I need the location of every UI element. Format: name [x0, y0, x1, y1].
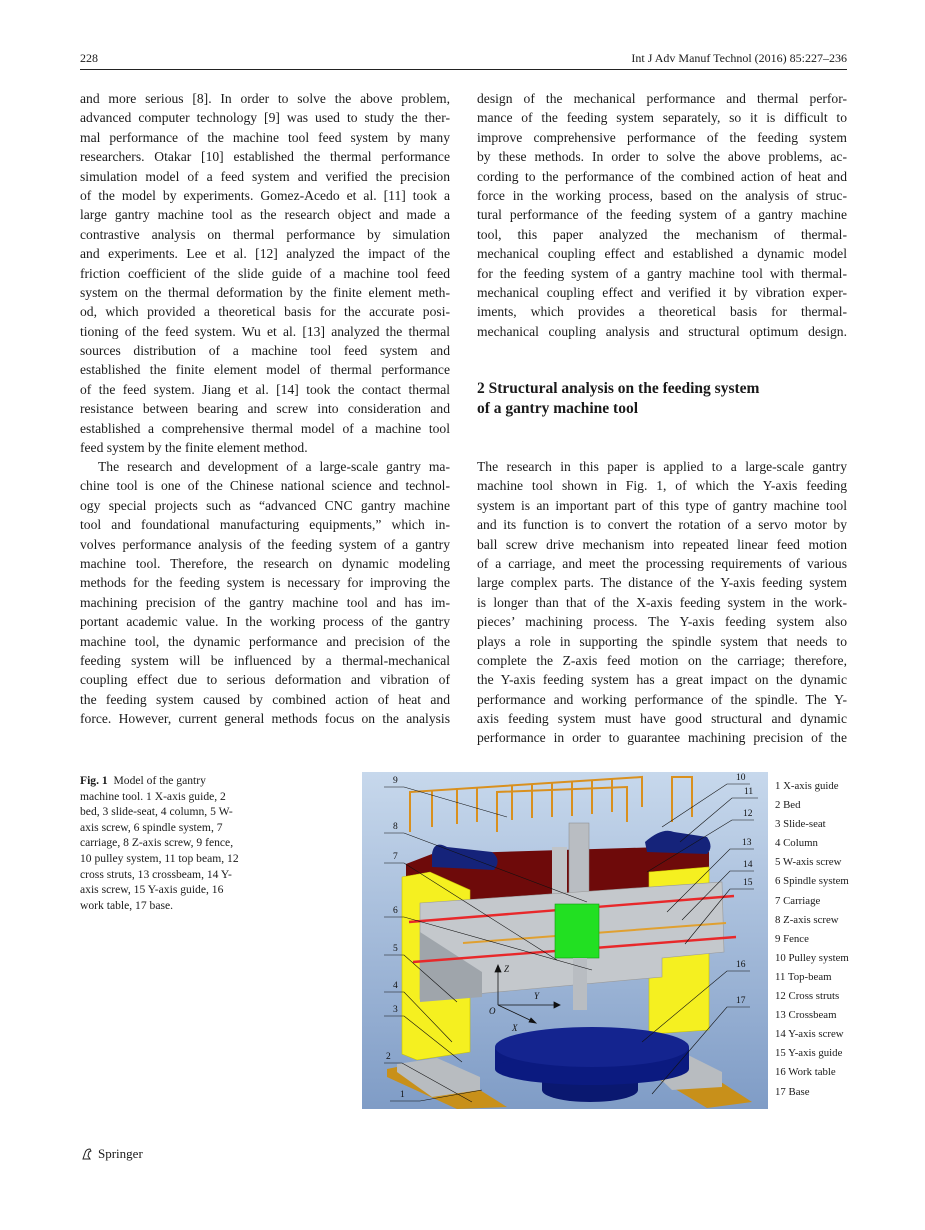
text-line: researchers. Otakar [10] established the thermal performance — [80, 149, 450, 165]
legend-item: 14 Y-axis screw — [775, 1028, 844, 1041]
text-line: improve comprehensive performance of the feeding system — [477, 129, 847, 145]
legend-item: 3 Slide-seat — [775, 818, 826, 831]
text-line: sources distribution of a machine tool feed system and — [80, 343, 450, 359]
text-line: friction coefficient of the slide guide of a machine tool feed — [80, 265, 450, 281]
work-table — [495, 1027, 689, 1067]
text-line: established a comprehensive thermal model of a machine tool — [80, 420, 450, 436]
text-line: force in the working process, based on the analysis of struc- — [477, 187, 847, 203]
text-line: chine tool is one of the Chinese national science and technol- — [80, 478, 450, 494]
text-line: iments, which provides a theoretical basis for thermal- — [477, 304, 847, 320]
text-line: advanced computer technology [9] was used to study the ther- — [80, 110, 450, 126]
text-line: plays a role in supporting the spindle system that needs to — [477, 633, 847, 649]
text-line: system is an important part of this type of gantry machine tool — [477, 497, 847, 513]
page-number: 228 — [80, 51, 98, 65]
right-column-paragraph-1 — [477, 89, 847, 341]
text-line: tioning of the feed system. Wu et al. [13] analyzed the thermal — [80, 323, 450, 339]
caption-line: axis screw, 15 Y-axis guide, 16 — [80, 883, 224, 897]
caption-line: carriage, 8 Z-axis screw, 9 fence, — [80, 836, 234, 850]
text-line: by these methods. In order to solve the above problems, ac- — [477, 149, 847, 165]
text-line: methods for the feeding system is necessary for improving the — [80, 575, 450, 591]
text-line: portant academic value. In the working process of the gantry — [80, 614, 450, 630]
callout-number: 11 — [744, 787, 754, 797]
text-line: of the model by experiments. Gomez-Acedo et al. [11] took a — [80, 187, 450, 203]
callout-number: 7 — [393, 852, 398, 862]
right-column-paragraph-2 — [477, 457, 847, 748]
section-heading — [477, 379, 759, 419]
text-line: feeding system will be influenced by a thermal-mechanical — [80, 652, 450, 668]
legend-item: 8 Z-axis screw — [775, 913, 839, 926]
legend-item: 9 Fence — [775, 932, 809, 945]
text-line: large gantry machine tool as the research object and made a — [80, 207, 450, 223]
springer-horse-logo-icon — [80, 1147, 94, 1161]
text-line: large complex parts. The distance of the Y-axis feeding system — [477, 575, 847, 591]
carriage — [555, 904, 599, 958]
callout-number: 5 — [393, 944, 398, 954]
text-line: and its function is to convert the rotation of a servo motor by — [477, 517, 847, 533]
text-line: force. However, current general methods focus on the analysis — [80, 711, 450, 727]
caption-line: cross struts, 13 crossbeam, 14 Y- — [80, 867, 232, 881]
callout-number: 10 — [736, 773, 746, 783]
text-line: machine tool. Therefore, the research on dynamic modeling — [80, 555, 450, 571]
figure-caption — [80, 773, 270, 913]
text-line: the Y-axis feeding system has a great impact on the dynamic — [477, 672, 847, 688]
text-line: tool and foundational manufacturing equipments,” which in- — [80, 517, 450, 533]
callout-number: 4 — [393, 981, 398, 991]
gantry-machine-figure — [362, 772, 768, 1109]
callout-number: 13 — [742, 838, 752, 848]
callout-number: 17 — [736, 996, 746, 1006]
caption-line: axis screw, 6 spindle system, 7 — [80, 820, 223, 834]
legend-item: 6 Spindle system — [775, 875, 849, 888]
callout-number: 15 — [743, 878, 753, 888]
text-line: tural performance of the feeding system of a gantry machine — [477, 207, 847, 223]
text-line: mance of the feeding system separately, so it is difficult to — [477, 110, 847, 126]
text-line: simulation model of a feed system and verified the precision — [80, 168, 450, 184]
callout-number: 6 — [393, 906, 398, 916]
text-line: machine tool shown in Fig. 1, of which the Y-axis feeding — [477, 478, 847, 494]
text-line: ball screw drive mechanism into repeated linear feed motion — [477, 536, 847, 552]
legend-item: 12 Cross struts — [775, 990, 840, 1003]
caption-line: 10 pulley system, 11 top beam, 12 — [80, 851, 239, 865]
z-axis-label: Z — [504, 964, 510, 974]
callout-number: 1 — [400, 1090, 405, 1100]
text-line: tool, this paper analyzed the mechanism of thermal- — [477, 226, 847, 242]
caption-line: Model of the gantry — [113, 774, 206, 787]
text-line: volves performance analysis of the feeding system of a gantry — [80, 536, 450, 552]
text-line: cording to the performance of the combined action of heat and — [477, 168, 847, 184]
callout-number: 3 — [393, 1005, 398, 1015]
text-line: performance and working performance of the spindle. The Y- — [477, 691, 847, 707]
text-line: mechanical coupling effect and established a dynamic model — [477, 246, 847, 262]
text-line: performance in order to guarantee machining precision of the — [477, 730, 847, 746]
legend-item: 2 Bed — [775, 799, 801, 812]
text-line: The research in this paper is applied to a large-scale gantry — [477, 459, 847, 474]
text-line: pieces’ machining process. The Y-axis feeding system also — [477, 614, 847, 630]
text-line: and experiments. Lee et al. [12] analyzed the impact of the — [80, 246, 450, 262]
callout-number: 12 — [743, 809, 753, 819]
text-line: feed system by the finite element method. — [80, 440, 308, 456]
text-line: machining precision of the gantry machine tool and has im- — [80, 594, 450, 610]
callout-number: 14 — [743, 860, 753, 870]
text-line: od, which provided a theoretical basis for the accurate posi- — [80, 304, 450, 320]
left-column-paragraph-2 — [80, 457, 450, 728]
legend-item: 13 Crossbeam — [775, 1009, 837, 1022]
legend-item: 1 X-axis guide — [775, 780, 839, 792]
legend-item: 5 W-axis screw — [775, 856, 842, 869]
legend-item: 17 Base — [775, 1085, 810, 1098]
legend-item: 4 Column — [775, 837, 818, 850]
callout-number: 9 — [393, 776, 398, 786]
text-line: complete the Z-axis feed motion on the carriage; therefore, — [477, 652, 847, 668]
text-line: for the feeding system of a gantry machine tool with thermal- — [477, 265, 847, 281]
text-line: mechanical coupling analysis and structural optimum design. — [477, 323, 847, 339]
text-line: mal performance of the machine tool feed system by many — [80, 129, 450, 145]
text-line: resistance between bearing and screw into consideration and — [80, 401, 450, 417]
publisher-footer — [80, 1146, 143, 1162]
figure-legend — [775, 777, 849, 1102]
legend-item: 16 Work table — [775, 1066, 836, 1079]
text-line: contrastive analysis on thermal performance by simulation — [80, 226, 450, 242]
section-heading-line: 2 Structural analysis on the feeding system — [477, 380, 760, 397]
publisher-name: Springer — [98, 1146, 143, 1161]
text-line: coupling effect due to serious deformation and vibration of — [80, 672, 450, 688]
text-line: ogy special projects such as “advanced CNC gantry machine — [80, 497, 450, 513]
text-line: The research and development of a large-scale gantry ma- — [98, 459, 450, 474]
caption-line: work table, 17 base. — [80, 898, 174, 912]
text-line: machine tool, the dynamic performance and precision of the — [80, 633, 450, 649]
origin-label: O — [489, 1006, 496, 1016]
caption-line: bed, 3 slide-seat, 4 column, 5 W- — [80, 805, 233, 819]
text-line: of the feed system. Jiang et al. [14] took the contact thermal — [80, 381, 450, 397]
spindle-tip — [573, 958, 587, 1010]
text-line: axis feeding system must have good structural and dynamic — [477, 711, 847, 727]
running-header: Int J Adv Manuf Technol (2016) 85:227–236 — [631, 51, 847, 65]
callout-number: 16 — [736, 960, 746, 970]
section-heading-line: of a gantry machine tool — [477, 400, 639, 417]
callout-number: 8 — [393, 822, 398, 832]
text-line: system on the thermal deformation by the finite element meth- — [80, 284, 450, 300]
x-axis-label: X — [512, 1023, 518, 1033]
text-line: mechanical coupling effect and verified it by vibration exper- — [477, 284, 847, 300]
text-line: and more serious [8]. In order to solve the above problem, — [80, 91, 450, 106]
header-rule — [80, 69, 847, 70]
callout-number: 2 — [386, 1052, 391, 1062]
text-line: design of the mechanical performance and thermal perfor- — [477, 91, 847, 106]
legend-item: 7 Carriage — [775, 894, 821, 907]
caption-line: machine tool. 1 X-axis guide, 2 — [80, 789, 226, 803]
text-line: established the finite element model of thermal performance — [80, 362, 450, 378]
text-line: is longer than that of the X-axis feeding system in the work- — [477, 594, 847, 610]
y-axis-label: Y — [534, 991, 540, 1001]
legend-item: 15 Y-axis guide — [775, 1047, 843, 1060]
legend-item: 11 Top-beam — [775, 970, 832, 983]
text-line: the feeding system caused by combined action of heat and — [80, 691, 450, 707]
left-column-paragraph-1 — [80, 89, 450, 457]
text-line: of a carriage, and meet the processing requirements of various — [477, 555, 847, 571]
legend-item: 10 Pulley system — [775, 951, 849, 964]
figure-label: Fig. 1 — [80, 774, 108, 787]
